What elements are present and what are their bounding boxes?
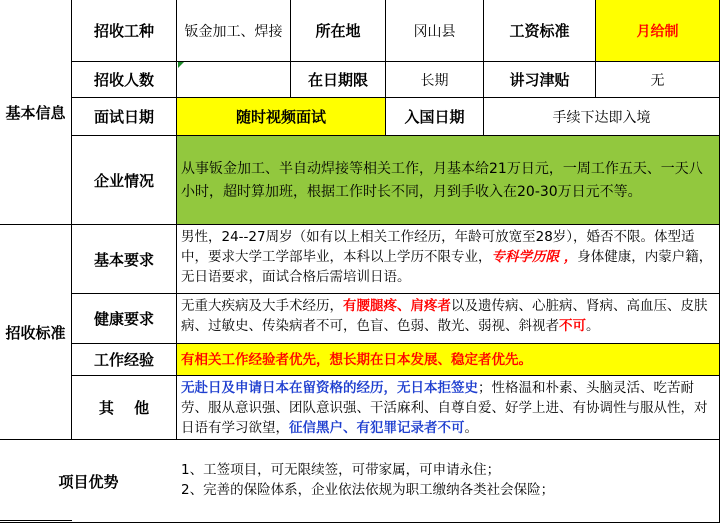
interview-value: 随时视频面试 — [177, 98, 386, 136]
allowance-label: 讲习津贴 — [484, 62, 596, 98]
other-text-blue: 无赴日及申请日本在留资格的经历，无日本拒签史 — [181, 380, 478, 396]
advantages-value — [177, 440, 720, 523]
health-text-red: 有腰腿疼、肩疼者 — [343, 298, 451, 314]
other-value — [177, 376, 720, 440]
location-label: 所在地 — [291, 0, 386, 62]
other-text-1: ；性格温和朴素、头脑灵活、吃苦耐劳、服从意识强、团队意识强、干活麻利、自尊自爱、好学上进、有协调性与服从性，对日语有学习欲望， — [181, 380, 708, 436]
basic-req-value — [177, 225, 720, 294]
section-basic-info: 基本信息 — [0, 0, 72, 225]
health-text-red-2: 不可 — [559, 318, 586, 334]
headcount-value — [177, 62, 291, 98]
job-type-value: 钣金加工、焊接 — [177, 0, 291, 62]
interview-label: 面试日期 — [72, 98, 177, 136]
job-type-label: 招收工种 — [72, 0, 177, 62]
advantage-line-1: 1、工签项目，可无限续签，可带家属，可申请永住； — [181, 462, 501, 478]
other-text-2: 。 — [464, 420, 478, 436]
health-label: 健康要求 — [72, 294, 177, 344]
wage-value: 月给制 — [596, 0, 720, 62]
other-label: 其 他 — [72, 376, 177, 440]
health-text-2: 以及遗传病、心脏病、肾病、高血压、皮肤病、过敏史、传染病者不可，色盲、色弱、散光、弱视、斜视者 — [181, 298, 708, 334]
entry-value: 手续下达即入境 — [484, 98, 720, 136]
advantages-label: 项目优势 — [0, 440, 177, 523]
health-text-1: 无重大疾病及大手术经历， — [181, 298, 343, 314]
entry-label: 入国日期 — [386, 98, 484, 136]
basic-req-text-red: 专科学历限 ， — [491, 249, 578, 265]
experience-value: 有相关工作经验者优先，想长期在日本发展、稳定者优先。 — [177, 344, 720, 376]
other-text-blue-2: 征信黑户、有犯罪记录者不可 — [289, 420, 465, 436]
advantage-line-2: 2、完善的保险体系，企业依法依规为职工缴纳各类社会保险； — [181, 482, 555, 498]
company-value: 从事钣金加工、半自动焊接等相关工作，月基本给21万日元，一周工作五天、一天八小时，超时算加班，根据工作时长不同，月到手收入在20-30万日元不等。 — [177, 136, 720, 225]
allowance-value: 无 — [596, 62, 720, 98]
health-value — [177, 294, 720, 344]
cell-comment-marker — [178, 62, 184, 68]
company-label: 企业情况 — [72, 136, 177, 225]
location-value: 冈山县 — [386, 0, 484, 62]
basic-req-text-1: 男性，24--27周岁（如有以上相关工作经历，年龄可放宽至28岁），婚否不限。体型适中，要求大学工学部毕业，本科以上学历不限专业， — [181, 229, 695, 265]
experience-label: 工作经验 — [72, 344, 177, 376]
term-value: 长期 — [386, 62, 484, 98]
term-label: 在日期限 — [291, 62, 386, 98]
wage-label: 工资标准 — [484, 0, 596, 62]
health-text-3: 。 — [586, 318, 600, 334]
headcount-label: 招收人数 — [72, 62, 177, 98]
section-criteria: 招收标准 — [0, 225, 72, 440]
basic-req-text-2: 身体健康，内蒙户籍，无日语要求，面试合格后需培训日语。 — [181, 249, 713, 285]
basic-req-label: 基本要求 — [72, 225, 177, 294]
advantages-bottom-divider — [0, 520, 72, 521]
